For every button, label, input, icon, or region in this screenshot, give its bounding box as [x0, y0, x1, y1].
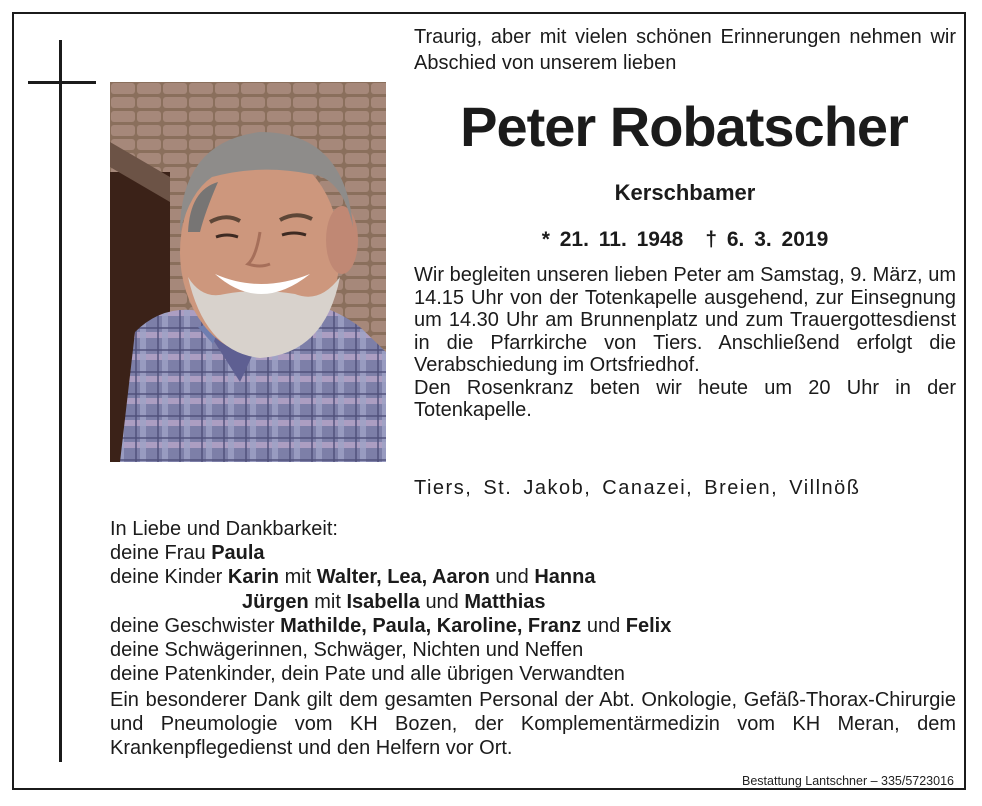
birth-date: * 21. 11. 1948: [541, 228, 684, 251]
mourner-in-laws: deine Schwägerinnen, Schwäger, Nichten und Neffen: [110, 639, 584, 662]
mourner-siblings: deine Geschwister Mathilde, Paula, Karoline, Franz und Felix: [110, 614, 672, 637]
mourners-heading: In Liebe und Dankbarkeit:: [110, 518, 338, 540]
mourner-children-1: deine Kinder Karin mit Walter, Lea, Aaron und Hanna: [110, 566, 596, 589]
life-dates: [414, 228, 956, 252]
deceased-name: Peter Robatscher: [460, 95, 908, 158]
portrait-photo: [110, 82, 386, 462]
maiden-name: Kerschbamer: [614, 180, 756, 205]
rosary-details: Den Rosenkranz beten wir heute um 20 Uhr in der Totenkapelle.: [414, 376, 956, 421]
funeral-home-footer: Bestattung Lantschner – 335/5723016: [742, 774, 954, 788]
thanks-text: Ein besonderer Dank gilt dem gesamten Personal der Abt. Onkologie, Gefäß-Thorax-Chirurgie und Pneumologie vom KH Bozen, der Komplementärmedizin vom KH Meran, dem Krankenpflegedienst und den Helfern vor Ort.: [110, 689, 956, 759]
places-line: Tiers, St. Jakob, Canazei, Breien, Villnöß: [414, 477, 861, 499]
funeral-announcement: [414, 264, 956, 422]
death-date: † 6. 3. 2019: [705, 228, 829, 251]
mourner-godchildren: deine Patenkinder, dein Pate und alle übrigen Verwandten: [110, 663, 625, 686]
mourner-children-2: Jürgen mit Isabella und Matthias: [242, 590, 546, 613]
mourners-list: [110, 517, 870, 686]
intro-text: Traurig, aber mit vielen schönen Erinnerungen nehmen wir Abschied von unserem lieben: [414, 26, 956, 74]
mourner-wife: deine Frau Paula: [110, 542, 265, 565]
funeral-details: Wir begleiten unseren lieben Peter am Samstag, 9. März, um 14.15 Uhr von der Totenkapelle ausgehend, zur Einsegnung um 14.30 Uhr am Brunnenplatz und zum Trauergottesdienst in die Pfarrkirche von Tiers. Anschließend erfolgt die Verabschiedung im Ortsfriedhof.: [414, 264, 956, 376]
